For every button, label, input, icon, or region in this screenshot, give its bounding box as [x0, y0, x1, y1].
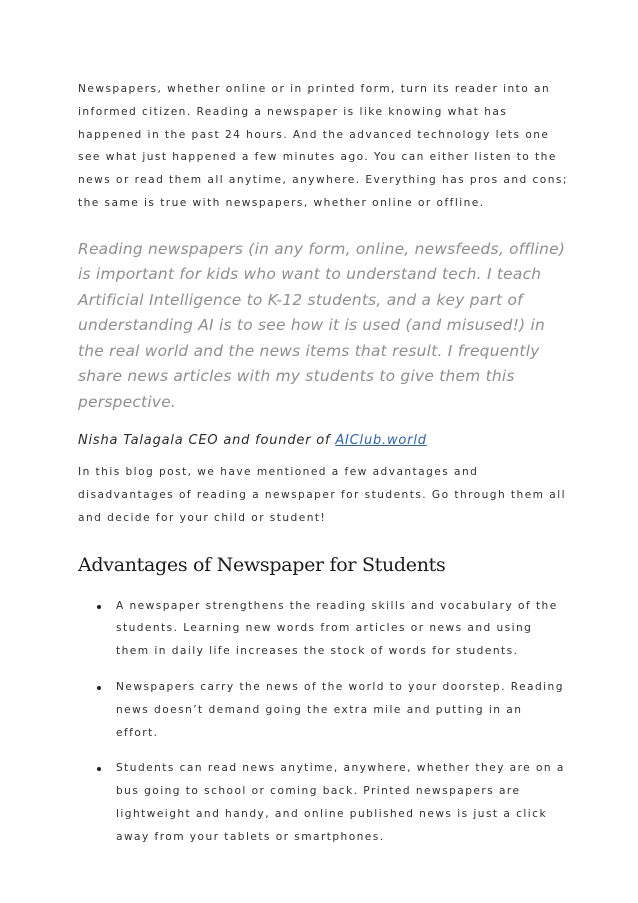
bullet-icon [97, 686, 101, 690]
blog-intro-paragraph: In this blog post, we have mentioned a few advantages and disadvantages of reading a newspaper for students. Go through them all and decide for your child or student! [78, 466, 566, 524]
intro-paragraph: Newspapers, whether online or in printed form, turn its reader into an informed citizen. Reading a newspaper is like knowing what has happened in the past 24 hours. And the advanced technology lets one see what just happened a few minutes ago. You can either listen to the news or read them all anytime, anywhere. Everything has pros and cons; the same is true with newspapers, whether online or offline. [78, 83, 568, 209]
list-item-text: Students can read news anytime, anywhere, whether they are on a bus going to school or coming back. Printed newspapers are lightweight and handy, and online published news is just a click away from your tablets or smartphones. [116, 762, 565, 843]
list-item [78, 676, 568, 744]
bullet-icon [97, 767, 101, 771]
document-page [78, 78, 568, 862]
list-item-text: Newspapers carry the news of the world to your doorstep. Reading news doesn’t demand going the extra mile and putting in an effort. [116, 681, 564, 739]
list-item [78, 595, 568, 663]
quote-block: Reading newspapers (in any form, online, newsfeeds, offline) is important for kids who want to understand tech. I teach Artificial Intelligence to K-12 students, and a key part of understanding AI is to see how it is used (and misused!) in the real world and the news items that result. I frequently share news articles with my students to give them this perspective. [78, 239, 566, 411]
quote-attribution [78, 431, 568, 451]
list-item-text: A newspaper strengthens the reading skills and vocabulary of the students. Learning new words from articles or news and using them in daily life increases the stock of words for students. [116, 599, 558, 658]
attribution-text: Nisha Talagala CEO and founder of [78, 433, 336, 449]
advantages-list [78, 595, 568, 849]
list-item [78, 757, 568, 848]
section-heading: Advantages of Newspaper for Students [78, 553, 446, 576]
aiclub-link[interactable]: AIClub.world [335, 433, 427, 449]
bullet-icon [97, 605, 101, 609]
